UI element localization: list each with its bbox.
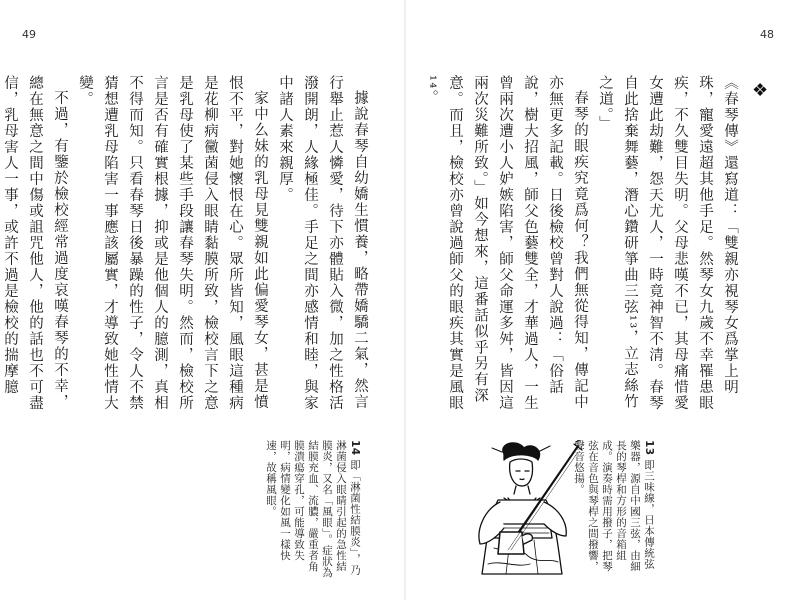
- paragraph: 家中么妹的乳母見雙親如此偏愛琴女，甚是憤恨不平，對她懷恨在心。眾所皆知，風眼這種病是花柳病黴菌侵入眼睛黏膜所致，檢校言下之意是乳母使了某些手段讓春琴失明。然而，檢校所言是否有確實根據，抑或是他個人的臆測，真相不得而知。只看春琴日後暴躁的性子，令人不禁猜想遭乳母陷害一事應該屬實，才導致她性情大變。: [77, 75, 268, 411]
- paragraph: 春琴的眼疾究竟爲何？我們無從得知，傳記中亦無更多記載。日後檢校曾對人說過：「俗話說，樹大招風，師父色藝雙全，才華過人，一生曾兩次遭小人妒嫉陷害，師父命運多舛，皆因這兩次災難所致。」如今想來，這番話似乎另有深意。而且，檢校亦曾說過師父的眼疾其實是風眼¹⁴。: [422, 75, 588, 411]
- footnote-number: 13: [643, 440, 655, 456]
- paragraph: 不過，有鑒於檢校經常過度哀嘆春琴的不幸，總在無意之間中傷或詛咒他人，他的話也不可盡信，乳母害人一事，或許不過是檢校的揣摩臆: [2, 75, 68, 411]
- shamisen-player-illustration: [458, 440, 590, 580]
- paragraph: 據說春琴自幼嬌生慣養，略帶嬌驕二氣，然言行舉止惹人憐愛，待下亦體貼入微，加之性格活潑開朗，人緣極佳。手足之間亦感情和睦，與家中諸人素來親厚。: [277, 75, 368, 411]
- section-ornament-icon: ❖: [752, 80, 769, 101]
- book-gutter: [404, 0, 406, 600]
- footnote-number: 14: [349, 440, 361, 456]
- footnote-text: 即「淋菌性結膜炎」，乃淋菌侵入眼睛引起的急性結膜炎，又名「風眼」。症狀為結膜充血、流膿，嚴重者角膜潰瘍穿孔，可能導致失明，病情變化如風一樣快速，故稱風眼。: [265, 440, 361, 578]
- right-page-body: [422, 75, 742, 420]
- left-page-number: 49: [22, 28, 36, 41]
- footnote-text: 即三味線，日本傳統弦樂器，源自中國三弦，由細長的琴桿和方形的音箱組成。演奏時需用撥子，把琴弦在音色與琴桿之間撥響，聲音悠揚。: [573, 440, 655, 572]
- footnote-14: [202, 440, 362, 580]
- footnote-13: [573, 440, 656, 580]
- right-page-number: 48: [760, 28, 774, 41]
- left-page-body: [2, 75, 372, 420]
- paragraph: 《春琴傳》還寫道：「雙親亦視琴女爲掌上明珠，寵愛遠超其他手足。然琴女九歲不幸罹患眼疾，不久雙目失明。父母悲嘆不已，其母痛惜愛女遭此劫難，怨天尤人，一時竟神智不清。春琴自此捨棄舞藝，潛心鑽研箏曲三弦¹³，立志絲竹之道。」: [597, 75, 738, 411]
